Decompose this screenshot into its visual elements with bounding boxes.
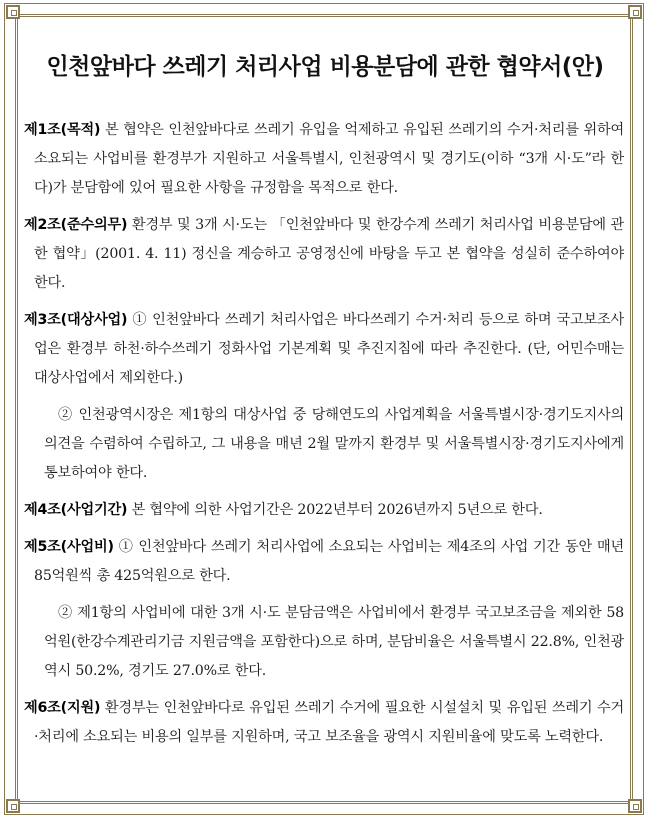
article-2-text: 환경부 및 3개 시·도는 「인천앞바다 및 한강수계 쓰레기 처리사업 비용분담에 관한 협약」(2001. 4. 11) 정신을 계승하고 공영정신에 바탕을 두고 본 협약을 성실히 준수하여야 한다. — [34, 217, 624, 291]
article-2-heading: 제2조(준수의무) — [24, 217, 128, 233]
article-5 — [24, 533, 624, 686]
article-5-subparagraph — [24, 599, 624, 686]
article-2 — [24, 211, 624, 298]
article-6-paragraph — [24, 694, 624, 752]
article-3-heading: 제3조(대상사업) — [24, 312, 128, 328]
document-body — [24, 116, 624, 760]
article-1-paragraph — [24, 116, 624, 203]
article-3-paragraph — [24, 306, 624, 393]
article-6-heading: 제6조(지원) — [24, 700, 101, 716]
document-title: 인천앞바다 쓰레기 처리사업 비용분담에 관한 협약서(안) — [46, 54, 604, 80]
article-4-text: 본 협약에 의한 사업기간은 2022년부터 2026년까지 5년으로 한다. — [131, 502, 543, 518]
article-6 — [24, 694, 624, 752]
article-3-text: ① 인천앞바다 쓰레기 처리사업은 바다쓰레기 수거·처리 등으로 하며 국고보조사업은 환경부 하천·하수쓰레기 정화사업 기본계획 및 추진지침에 따라 추진한다. (단, 어민수매는 대상사업에서 제외한다.) — [34, 312, 624, 386]
corner-ornament-bottom-left — [6, 799, 20, 813]
corner-ornament-top-right — [628, 5, 642, 19]
article-4-paragraph — [24, 496, 624, 525]
corner-ornament-bottom-right — [628, 799, 642, 813]
article-3-sub-text: ② 인천광역시장은 제1항의 대상사업 중 당해연도의 사업계획을 서울특별시장·경기도지사의 의견을 수렴하여 수립하고, 그 내용을 매년 2월 말까지 환경부 및 서울특별시장·경기도지사에게 통보하여야 한다. — [44, 407, 624, 481]
article-4-heading: 제4조(사업기간) — [24, 502, 128, 518]
article-4 — [24, 496, 624, 525]
article-5-text: ① 인천앞바다 쓰레기 처리사업에 소요되는 사업비는 제4조의 사업 기간 동안 매년 85억원씩 총 425억원으로 한다. — [34, 539, 624, 584]
article-6-text: 환경부는 인천앞바다로 유입된 쓰레기 수거에 필요한 시설설치 및 유입된 쓰레기 수거·처리에 소요되는 비용의 일부를 지원하며, 국고 보조율을 광역시 지원비율에 맞도록 노력한다. — [34, 700, 625, 745]
article-5-paragraph — [24, 533, 624, 591]
article-1-heading: 제1조(목적) — [24, 122, 101, 138]
article-5-heading: 제5조(사업비) — [24, 539, 114, 555]
article-1-text: 본 협약은 인천앞바다로 쓰레기 유입을 억제하고 유입된 쓰레기의 수거·처리를 위하여 소요되는 사업비를 환경부가 지원하고 서울특별시, 인천광역시 및 경기도(이하 “3개 시·도”라 한다)가 분담함에 있어 필요한 사항을 규정함을 목적으로 한다. — [34, 122, 625, 196]
article-1 — [24, 116, 624, 203]
article-3 — [24, 306, 624, 488]
article-3-subparagraph — [24, 401, 624, 488]
article-5-sub-text: ② 제1항의 사업비에 대한 3개 시·도 분담금액은 사업비에서 환경부 국고보조금을 제외한 58억원(한강수계관리기금 지원금액을 포함한다)으로 하며, 분담비율은 서울특별시 22.8%, 인천광역시 50.2%, 경기도 27.0%로 한다. — [44, 605, 624, 679]
corner-ornament-top-left — [6, 5, 20, 19]
article-2-paragraph — [24, 211, 624, 298]
